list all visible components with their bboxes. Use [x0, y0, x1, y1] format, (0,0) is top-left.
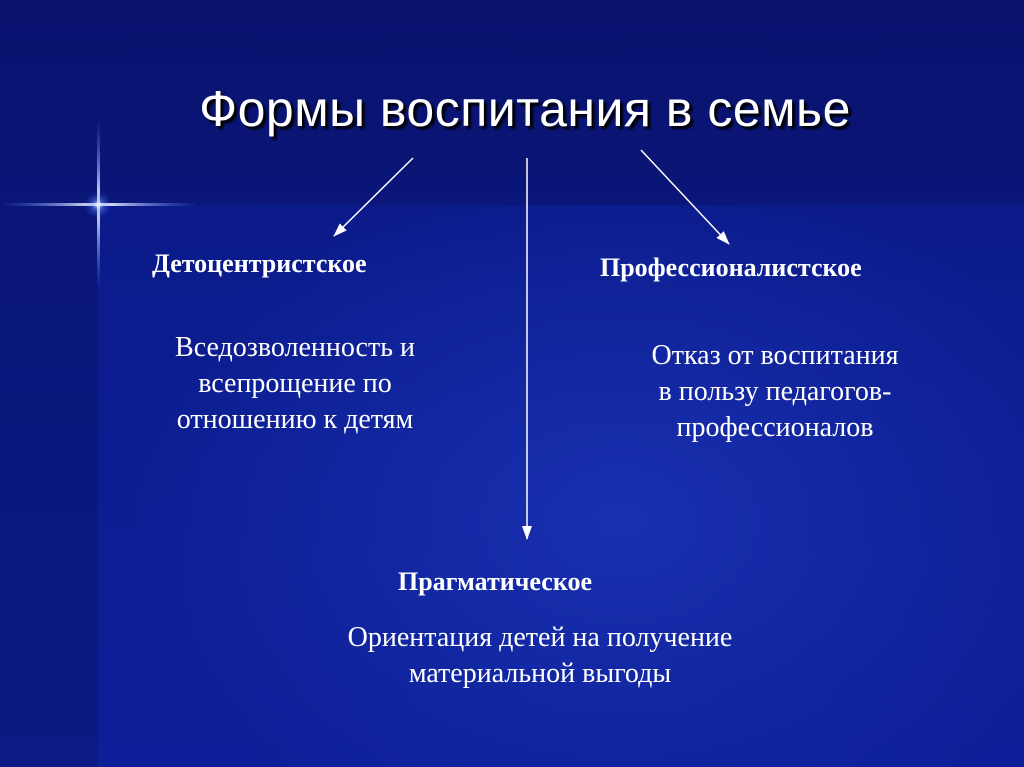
page-title: Формы воспитания в семье — [199, 81, 851, 137]
desc-pragmatic — [280, 620, 800, 692]
desc-line: материальной выгоды — [408, 658, 672, 689]
desc-line: Вседозволенность и — [175, 332, 415, 363]
heading-child-centric: Детоцентристское — [152, 249, 367, 278]
arrow-to-right — [641, 150, 729, 244]
arrow-to-left — [334, 158, 413, 236]
heading-professional: Профессионалистское — [600, 253, 862, 282]
desc-line: профессионалов — [676, 412, 874, 443]
heading-pragmatic: Прагматическое — [398, 567, 592, 596]
desc-line: Отказ от воспитания — [651, 340, 899, 371]
desc-line: всепрощение по — [198, 368, 392, 399]
desc-line: Ориентация детей на получение — [347, 622, 733, 653]
desc-line: отношению к детям — [176, 404, 414, 435]
desc-line: в пользу педагогов- — [658, 376, 892, 407]
desc-professional — [590, 338, 960, 446]
desc-child-centric — [120, 330, 470, 438]
